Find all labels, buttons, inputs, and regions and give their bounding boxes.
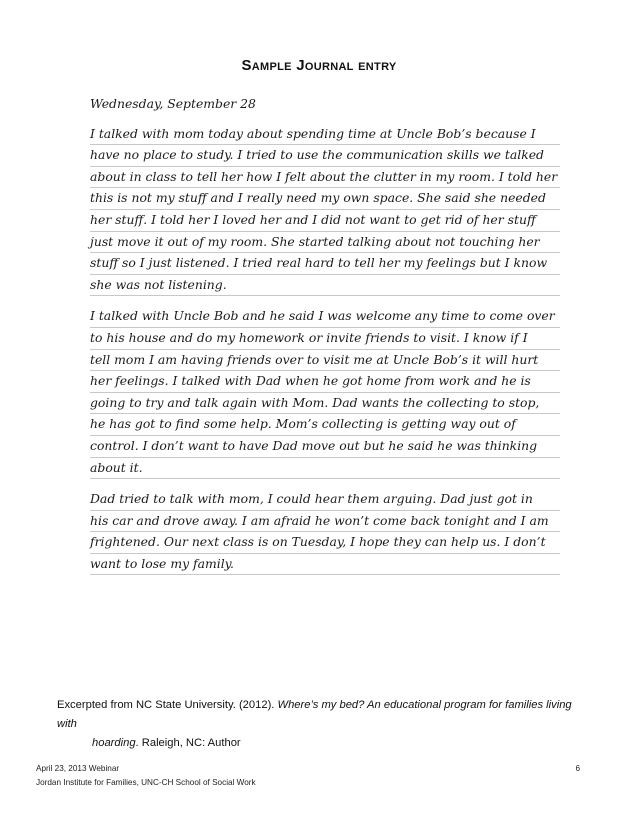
journal-line: his car and drove away. I am afraid he won’t come back tonight and I am: [90, 511, 560, 533]
citation-continuation: [57, 734, 577, 753]
journal-line: tell mom I am having friends over to visit me at Uncle Bob’s it will hurt: [90, 350, 560, 372]
citation-suffix: . Raleigh, NC: Author: [135, 737, 241, 749]
journal-paragraph-1: [90, 124, 560, 297]
citation-work-title: Where’s my bed? An educational program for families living with: [57, 699, 572, 730]
citation-work-title-end: hoarding: [92, 737, 136, 749]
journal-line: she was not listening.: [90, 275, 560, 297]
citation: [57, 696, 577, 753]
journal-entry: [90, 94, 560, 585]
journal-line: just move it out of my room. She started talking about not touching her: [90, 232, 560, 254]
page-number: 6: [575, 764, 580, 773]
journal-paragraph-3: [90, 489, 560, 575]
footer: [36, 762, 256, 790]
page-title: Sample Journal entry: [241, 57, 397, 74]
journal-line: control. I don’t want to have Dad move out but he said he was thinking: [90, 436, 560, 458]
journal-line: about in class to tell her how I felt about the clutter in my room. I told her: [90, 167, 560, 189]
footer-webinar-date: April 23, 2013 Webinar: [36, 764, 120, 773]
journal-line: I talked with Uncle Bob and he said I was welcome any time to come over: [90, 306, 560, 328]
journal-line: this is not my stuff and I really need my own space. She said she needed: [90, 188, 560, 210]
journal-paragraph-2: [90, 306, 560, 479]
journal-line: stuff so I just listened. I tried real hard to tell her my feelings but I know: [90, 253, 560, 275]
citation-prefix: Excerpted from NC State University. (2012).: [57, 699, 278, 711]
journal-line: her stuff. I told her I loved her and I did not want to get rid of her stuff: [90, 210, 560, 232]
journal-line: want to lose my family.: [90, 554, 560, 576]
journal-date: Wednesday, September 28: [90, 96, 256, 111]
journal-line: to his house and do my homework or invite friends to visit. I know if I: [90, 328, 560, 350]
journal-line: I talked with mom today about spending time at Uncle Bob’s because I: [90, 124, 560, 146]
footer-institution: Jordan Institute for Families, UNC-CH School of Social Work: [36, 778, 256, 787]
journal-line: about it.: [90, 458, 560, 480]
journal-line: he has got to find some help. Mom’s collecting is getting way out of: [90, 414, 560, 436]
journal-line: her feelings. I talked with Dad when he got home from work and he is: [90, 371, 560, 393]
journal-line: frightened. Our next class is on Tuesday, I hope they can help us. I don’t: [90, 532, 560, 554]
journal-line: Dad tried to talk with mom, I could hear them arguing. Dad just got in: [90, 489, 560, 511]
journal-line: have no place to study. I tried to use the communication skills we talked: [90, 145, 560, 167]
journal-line: going to try and talk again with Mom. Dad wants the collecting to stop,: [90, 393, 560, 415]
